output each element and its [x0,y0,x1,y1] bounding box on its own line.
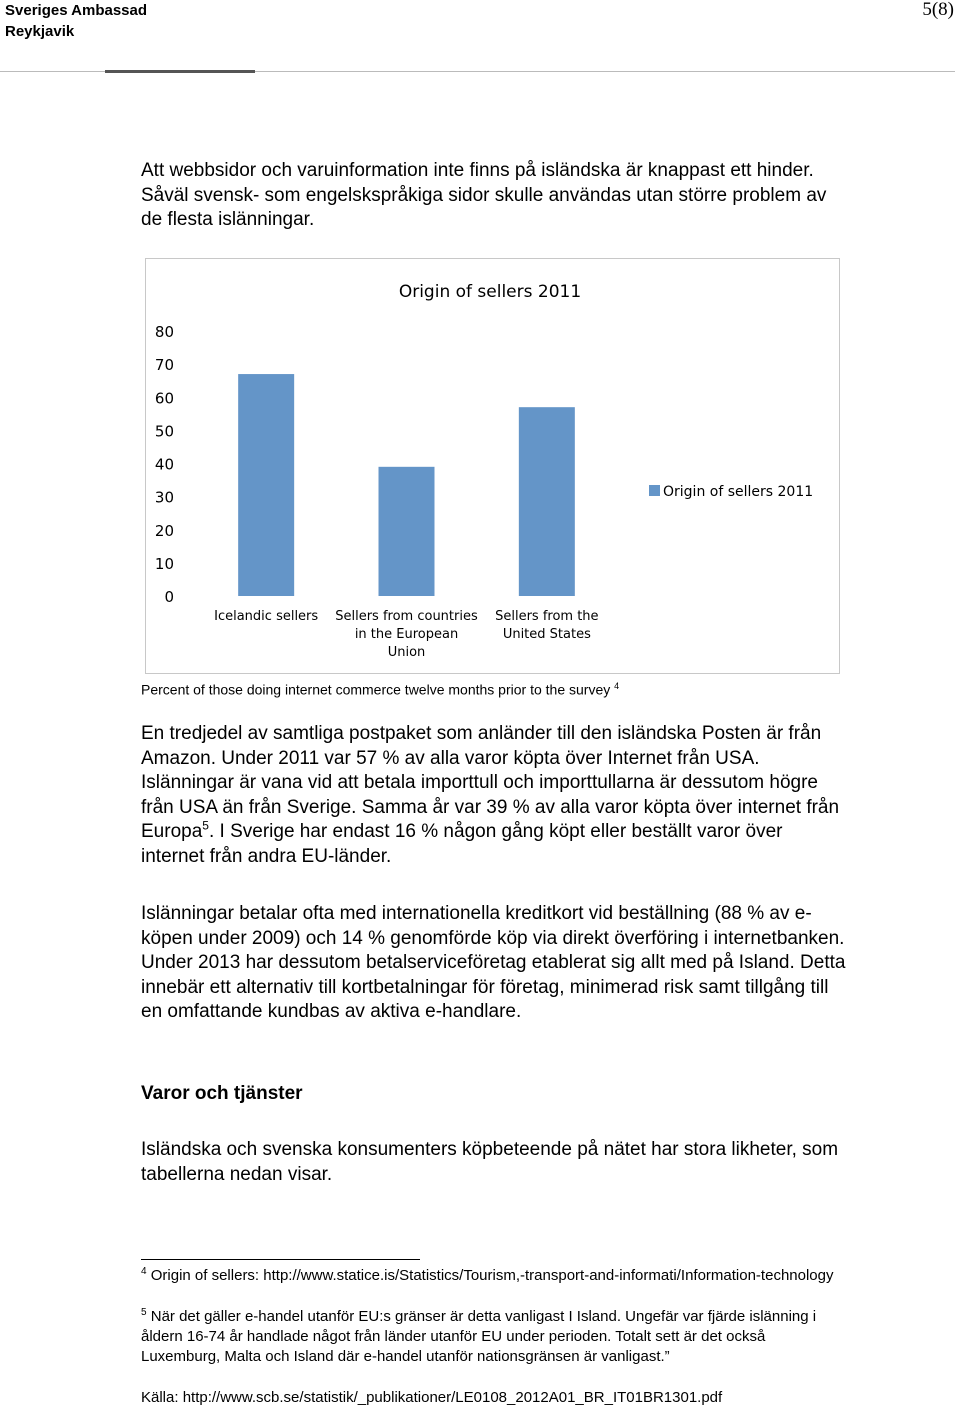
legend-label: Origin of sellers 2011 [663,484,814,500]
y-tick-label: 10 [154,554,174,573]
x-tick-label: Union [387,645,426,660]
x-tick-label: Sellers from the [495,609,599,624]
paragraph-parcels [141,722,846,869]
paragraph-parcels-text: En tredjedel av samtliga postpaket som anländer till den isländska Posten är från Amazon. Under 2011 var 57 % av alla varor köpta över Internet från USA. Islänningar är vana vid att betala importtull och importtullarna är dessutom högre från USA än från Sverige. Samma år var 39 % av alla varor köpta över internet från Europa [141,723,840,842]
bar [238,374,294,596]
legend-swatch [649,485,660,496]
footnote-4 [141,1266,846,1286]
x-tick-label: in the European [354,627,459,642]
y-tick-label: 30 [154,488,174,507]
footnote-5 [141,1307,846,1367]
y-tick-label: 60 [154,389,174,408]
footnote-5-number: 5 [141,1307,147,1318]
chart-caption [141,677,619,699]
footnote-source: Källa: http://www.scb.se/statistik/_publikationer/LE0108_2012A01_BR_IT01BR1301.pdf [141,1389,723,1406]
chart-canvas [146,259,839,673]
header-divider-accent [105,70,255,73]
bar [379,467,435,596]
x-tick-label: United States [502,627,591,642]
document-header [5,0,147,42]
paragraph-payments: Islänningar betalar ofta med internationella kreditkort vid beställning (88 % av e-köpen under 2009) och 14 % genomförde köp via direkt överföring i internetbanken. Under 2013 har dessutom betalserviceföretag etablerat sig allt med på Island. Detta innebär ett alternativ till kortbetalningar för företag, minimerad risk samt tillgång till en omfattande kundbas av aktiva e-handlare. [141,903,846,1022]
y-tick-label: 40 [154,455,174,474]
y-tick-label: 80 [154,323,174,341]
bar [519,407,575,596]
paragraph-intro: Att webbsidor och varuinformation inte finns på isländska är knappast ett hinder. Såväl svensk- som engelskspråkiga sidor skulle användas utan större problem av de flesta islänningar. [141,160,827,230]
section-heading: Varor och tjänster [141,1083,303,1104]
y-tick-label: 50 [154,422,174,441]
footnote-4-number: 4 [141,1266,147,1277]
footnote-ref-5[interactable]: 5 [202,818,209,833]
footnote-divider [141,1259,420,1260]
footnote-4-text: Origin of sellers: http://www.statice.is/Statistics/Tourism,-transport-and-informati/Information-technology [150,1267,834,1284]
x-tick-label: Icelandic sellers [214,609,319,624]
y-tick-label: 70 [154,356,174,375]
paragraph-behaviour: Isländska och svenska konsumenters köpbeteende på nätet har stora likheter, som tabellerna nedan visar. [141,1139,839,1185]
bar-chart [145,258,840,674]
paragraph-parcels-text-end: . I Sverige har endast 16 % någon gång köpt eller beställt varor över internet från andra EU-länder. [141,821,783,867]
chart-title: Origin of sellers 2011 [398,282,582,302]
header-city: Reykjavik [5,23,75,40]
footnote-5-text: När det gäller e-handel utanför EU:s gränser är detta vanligast I Island. Ungefär var fjärde islänning i åldern 16-74 år handlade något från länder utanför EU under perioden. Totalt sett är det också Luxemburg, Malta och Island där e-handel utanför nationsgränsen är vanligast.” [141,1308,817,1365]
y-tick-label: 20 [154,521,174,540]
y-tick-label: 0 [164,588,174,606]
x-tick-label: Sellers from countries [335,609,478,624]
page-number: 5(8) [922,0,954,20]
header-org: Sveriges Ambassad [5,2,148,19]
caption-footnote-ref[interactable]: 4 [614,681,620,691]
caption-text: Percent of those doing internet commerce twelve months prior to the survey [141,681,611,698]
